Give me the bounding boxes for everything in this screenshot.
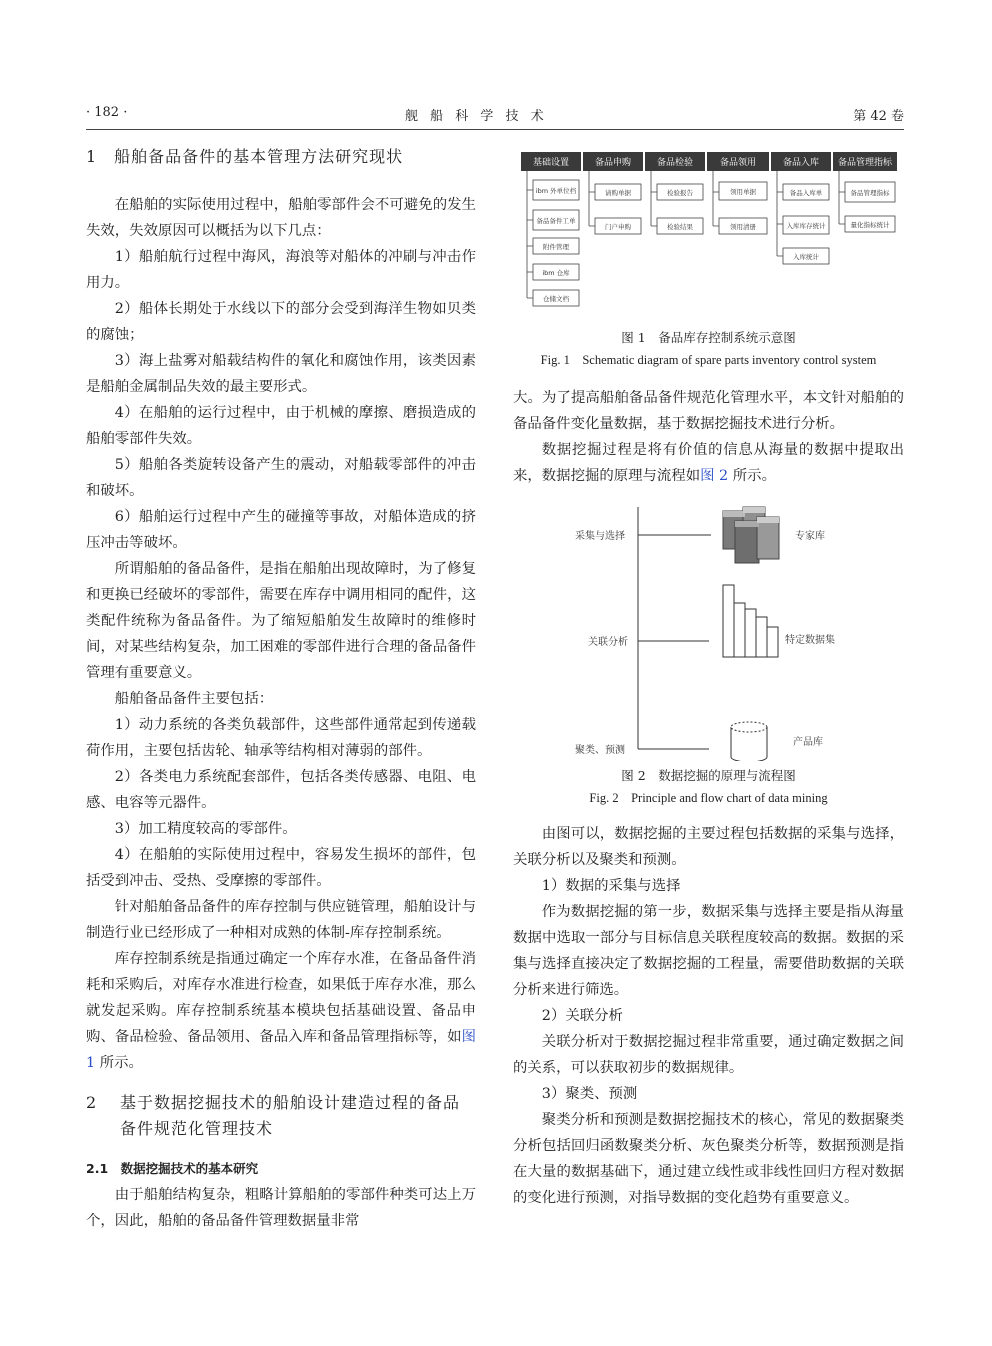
fig1-node: 检验报告 bbox=[667, 189, 693, 197]
fig1-node: 备品备件工单 bbox=[536, 217, 576, 225]
journal-title: 舰 船 科 学 技 术 bbox=[405, 109, 548, 124]
left-column bbox=[86, 144, 476, 1234]
fig1-header: 备品申购 bbox=[594, 158, 632, 168]
fig1-node: 备品入库单 bbox=[789, 189, 823, 197]
paragraph: 在船舶的实际使用过程中，船舶零部件会不可避免的发生失效，失效原因可以概括为以下几点： bbox=[86, 197, 476, 239]
fig1-header: 基础设置 bbox=[532, 158, 570, 168]
paragraph-text: 所示。 bbox=[728, 468, 776, 484]
fig1-node: ibm 外单位档 bbox=[535, 187, 577, 195]
page-number: · 182 · bbox=[86, 105, 128, 120]
paragraph: 船舶备品备件主要包括： bbox=[114, 691, 274, 707]
paragraph: 3）海上盐雾对船载结构件的氧化和腐蚀作用，该类因素是船舶金属制品失效的最主要形式。 bbox=[86, 353, 476, 395]
fig2-label: 聚类、预测 bbox=[575, 745, 625, 756]
figure-2-caption-cn: 图 2 数据挖掘的原理与流程图 bbox=[621, 768, 796, 783]
fig1-node: 仓储文档 bbox=[543, 295, 569, 303]
paragraph: 2）关联分析 bbox=[541, 1008, 623, 1024]
fig1-node: 领用单据 bbox=[730, 188, 756, 196]
server-stack-icon bbox=[723, 507, 779, 563]
paragraph-text: 库存控制系统是指通过确定一个库存水准，在备品备件消耗和采购后，对库存水准进行检查，如果低于库存水准，那么就发起采购。库存控制系统基本模块包括基础设置、备品申购、备品检验、备品领用、备品入库和备品管理指标等，如 bbox=[86, 951, 476, 1045]
paragraph bbox=[86, 946, 476, 1076]
figure-2-link[interactable]: 图 2 bbox=[700, 468, 729, 484]
fig1-header: 备品入库 bbox=[782, 158, 820, 168]
fig1-headers bbox=[521, 152, 897, 171]
fig2-label: 关联分析 bbox=[588, 637, 628, 648]
paragraph: 所谓船舶的备品备件，是指在船舶出现故障时，为了修复和更换已经破坏的零部件，需要在库存中调用相同的配件，这类配件统称为备品备件。为了缩短船舶发生故障时的维修时间，对某些结构复杂，加工困难的零部件进行合理的备品备件管理有重要意义。 bbox=[86, 561, 476, 681]
fig1-node: 备品管理指标 bbox=[850, 189, 890, 197]
fig1-node: 量化指标统计 bbox=[850, 221, 890, 229]
fig2-target: 产品库 bbox=[793, 737, 823, 748]
paragraph: 大。为了提高船舶备品备件规范化管理水平，本文针对船舶的备品备件变化量数据，基于数据挖掘技术进行分析。 bbox=[513, 390, 904, 432]
paragraph: 1）数据的采集与选择 bbox=[541, 878, 681, 894]
fig1-node: 检验结果 bbox=[667, 223, 693, 231]
section-2-title: 基于数据挖掘技术的船舶设计建造过程的备品备件规范化管理技术 bbox=[120, 1093, 461, 1138]
paragraph: 2）各类电力系统配套部件，包括各类传感器、电阻、电感、电容等元器件。 bbox=[86, 769, 476, 811]
figure-1 bbox=[513, 148, 904, 371]
database-cylinder-icon bbox=[731, 722, 767, 761]
fig1-node: 入库统计 bbox=[793, 253, 819, 261]
fig1-node: 请购单据 bbox=[605, 189, 631, 197]
volume-label: 第 42 卷 bbox=[853, 109, 904, 124]
figure-1-caption-cn: 图 1 备品库存控制系统示意图 bbox=[621, 330, 796, 345]
fig2-target: 特定数据集 bbox=[785, 635, 835, 646]
fig1-node: 领用清册 bbox=[730, 223, 756, 231]
figure-2-caption-en: Fig. 2 Principle and flow chart of data mining bbox=[589, 791, 828, 805]
fig1-node: ibm 仓库 bbox=[542, 269, 570, 277]
paragraph-text: 数据挖掘过程是将有价值的信息从海量的数据中提取出来，数据挖掘的原理与流程如 bbox=[513, 442, 904, 484]
paragraph: 1）船舶航行过程中海风，海浪等对船体的冲刷与冲击作用力。 bbox=[86, 249, 476, 291]
paragraph: 由于船舶结构复杂，粗略计算船舶的零部件种类可达上万个，因此，船舶的备品备件管理数据量非常 bbox=[86, 1187, 476, 1229]
fig1-node: 门户申购 bbox=[605, 223, 631, 231]
figure-1-caption-en: Fig. 1 Schematic diagram of spare parts inventory control system bbox=[540, 353, 877, 367]
section-2-number: 2 bbox=[86, 1093, 98, 1112]
paragraph: 针对船舶备品备件的库存控制与供应链管理，船舶设计与制造行业已经形成了一种相对成熟的体制-库存控制系统。 bbox=[86, 899, 476, 941]
fig1-header: 备品检验 bbox=[656, 158, 694, 168]
fig1-node: 入库库存统计 bbox=[786, 222, 826, 230]
right-column bbox=[513, 144, 904, 1211]
bar-chart-icon bbox=[723, 585, 778, 657]
figure-2 bbox=[513, 499, 904, 809]
paragraph: 2）船体长期处于水线以下的部分会受到海洋生物如贝类的腐蚀； bbox=[86, 301, 476, 343]
paragraph: 关联分析对于数据挖掘过程非常重要，通过确定数据之间的关系，可以获取初步的数据规律。 bbox=[513, 1034, 904, 1076]
paragraph: 作为数据挖掘的第一步，数据采集与选择主要是指从海量数据中选取一部分与目标信息关联程度较高的数据。数据的采集与选择直接决定了数据挖掘的工程量，需要借助数据的关联分析来进行筛选。 bbox=[513, 904, 904, 998]
section-2-heading bbox=[86, 1090, 476, 1142]
paragraph: 4）在船舶的运行过程中，由于机械的摩擦、磨损造成的船舶零部件失效。 bbox=[86, 405, 476, 447]
paragraph: 1）动力系统的各类负载部件，这些部件通常起到传递载荷作用，主要包括齿轮、轴承等结构相对薄弱的部件。 bbox=[86, 717, 476, 759]
fig2-label: 采集与选择 bbox=[575, 531, 625, 542]
fig2-target: 专家库 bbox=[795, 531, 825, 542]
fig1-node: 附件管理 bbox=[543, 243, 569, 251]
paragraph: 3）加工精度较高的零部件。 bbox=[114, 821, 297, 837]
section-1-title: 1 船舶备品备件的基本管理方法研究现状 bbox=[86, 147, 404, 166]
subsection-2-1-title: 2.1 数据挖掘技术的基本研究 bbox=[86, 1161, 259, 1176]
paragraph: 聚类分析和预测是数据挖掘技术的核心，常见的数据聚类分析包括回归函数聚类分析、灰色聚类分析等，数据预测是指在大量的数据基础下，通过建立线性或非线性回归方程对数据的变化进行预测，对指导数据的变化趋势有重要意义。 bbox=[513, 1112, 904, 1206]
header-rule bbox=[86, 129, 904, 130]
paragraph: 6）船舶运行过程中产生的碰撞等事故，对船体造成的挤压冲击等破坏。 bbox=[86, 509, 476, 551]
data-mining-flow-diagram bbox=[513, 499, 904, 761]
paragraph: 由图可以，数据挖掘的主要过程包括数据的采集与选择，关联分析以及聚类和预测。 bbox=[513, 826, 904, 868]
figure-1-link[interactable]: 图 1 bbox=[86, 1029, 476, 1071]
inventory-system-diagram bbox=[513, 148, 904, 313]
paragraph-text: 所示。 bbox=[95, 1055, 143, 1071]
fig1-header: 备品管理指标 bbox=[837, 158, 893, 168]
paragraph: 4）在船舶的实际使用过程中，容易发生损坏的部件，包括受到冲击、受热、受摩擦的零部件。 bbox=[86, 847, 476, 889]
fig1-header: 备品领用 bbox=[719, 158, 757, 168]
paragraph: 5）船舶各类旋转设备产生的震动，对船载零部件的冲击和破坏。 bbox=[86, 457, 476, 499]
paragraph: 3）聚类、预测 bbox=[541, 1086, 638, 1102]
paragraph bbox=[513, 437, 904, 489]
